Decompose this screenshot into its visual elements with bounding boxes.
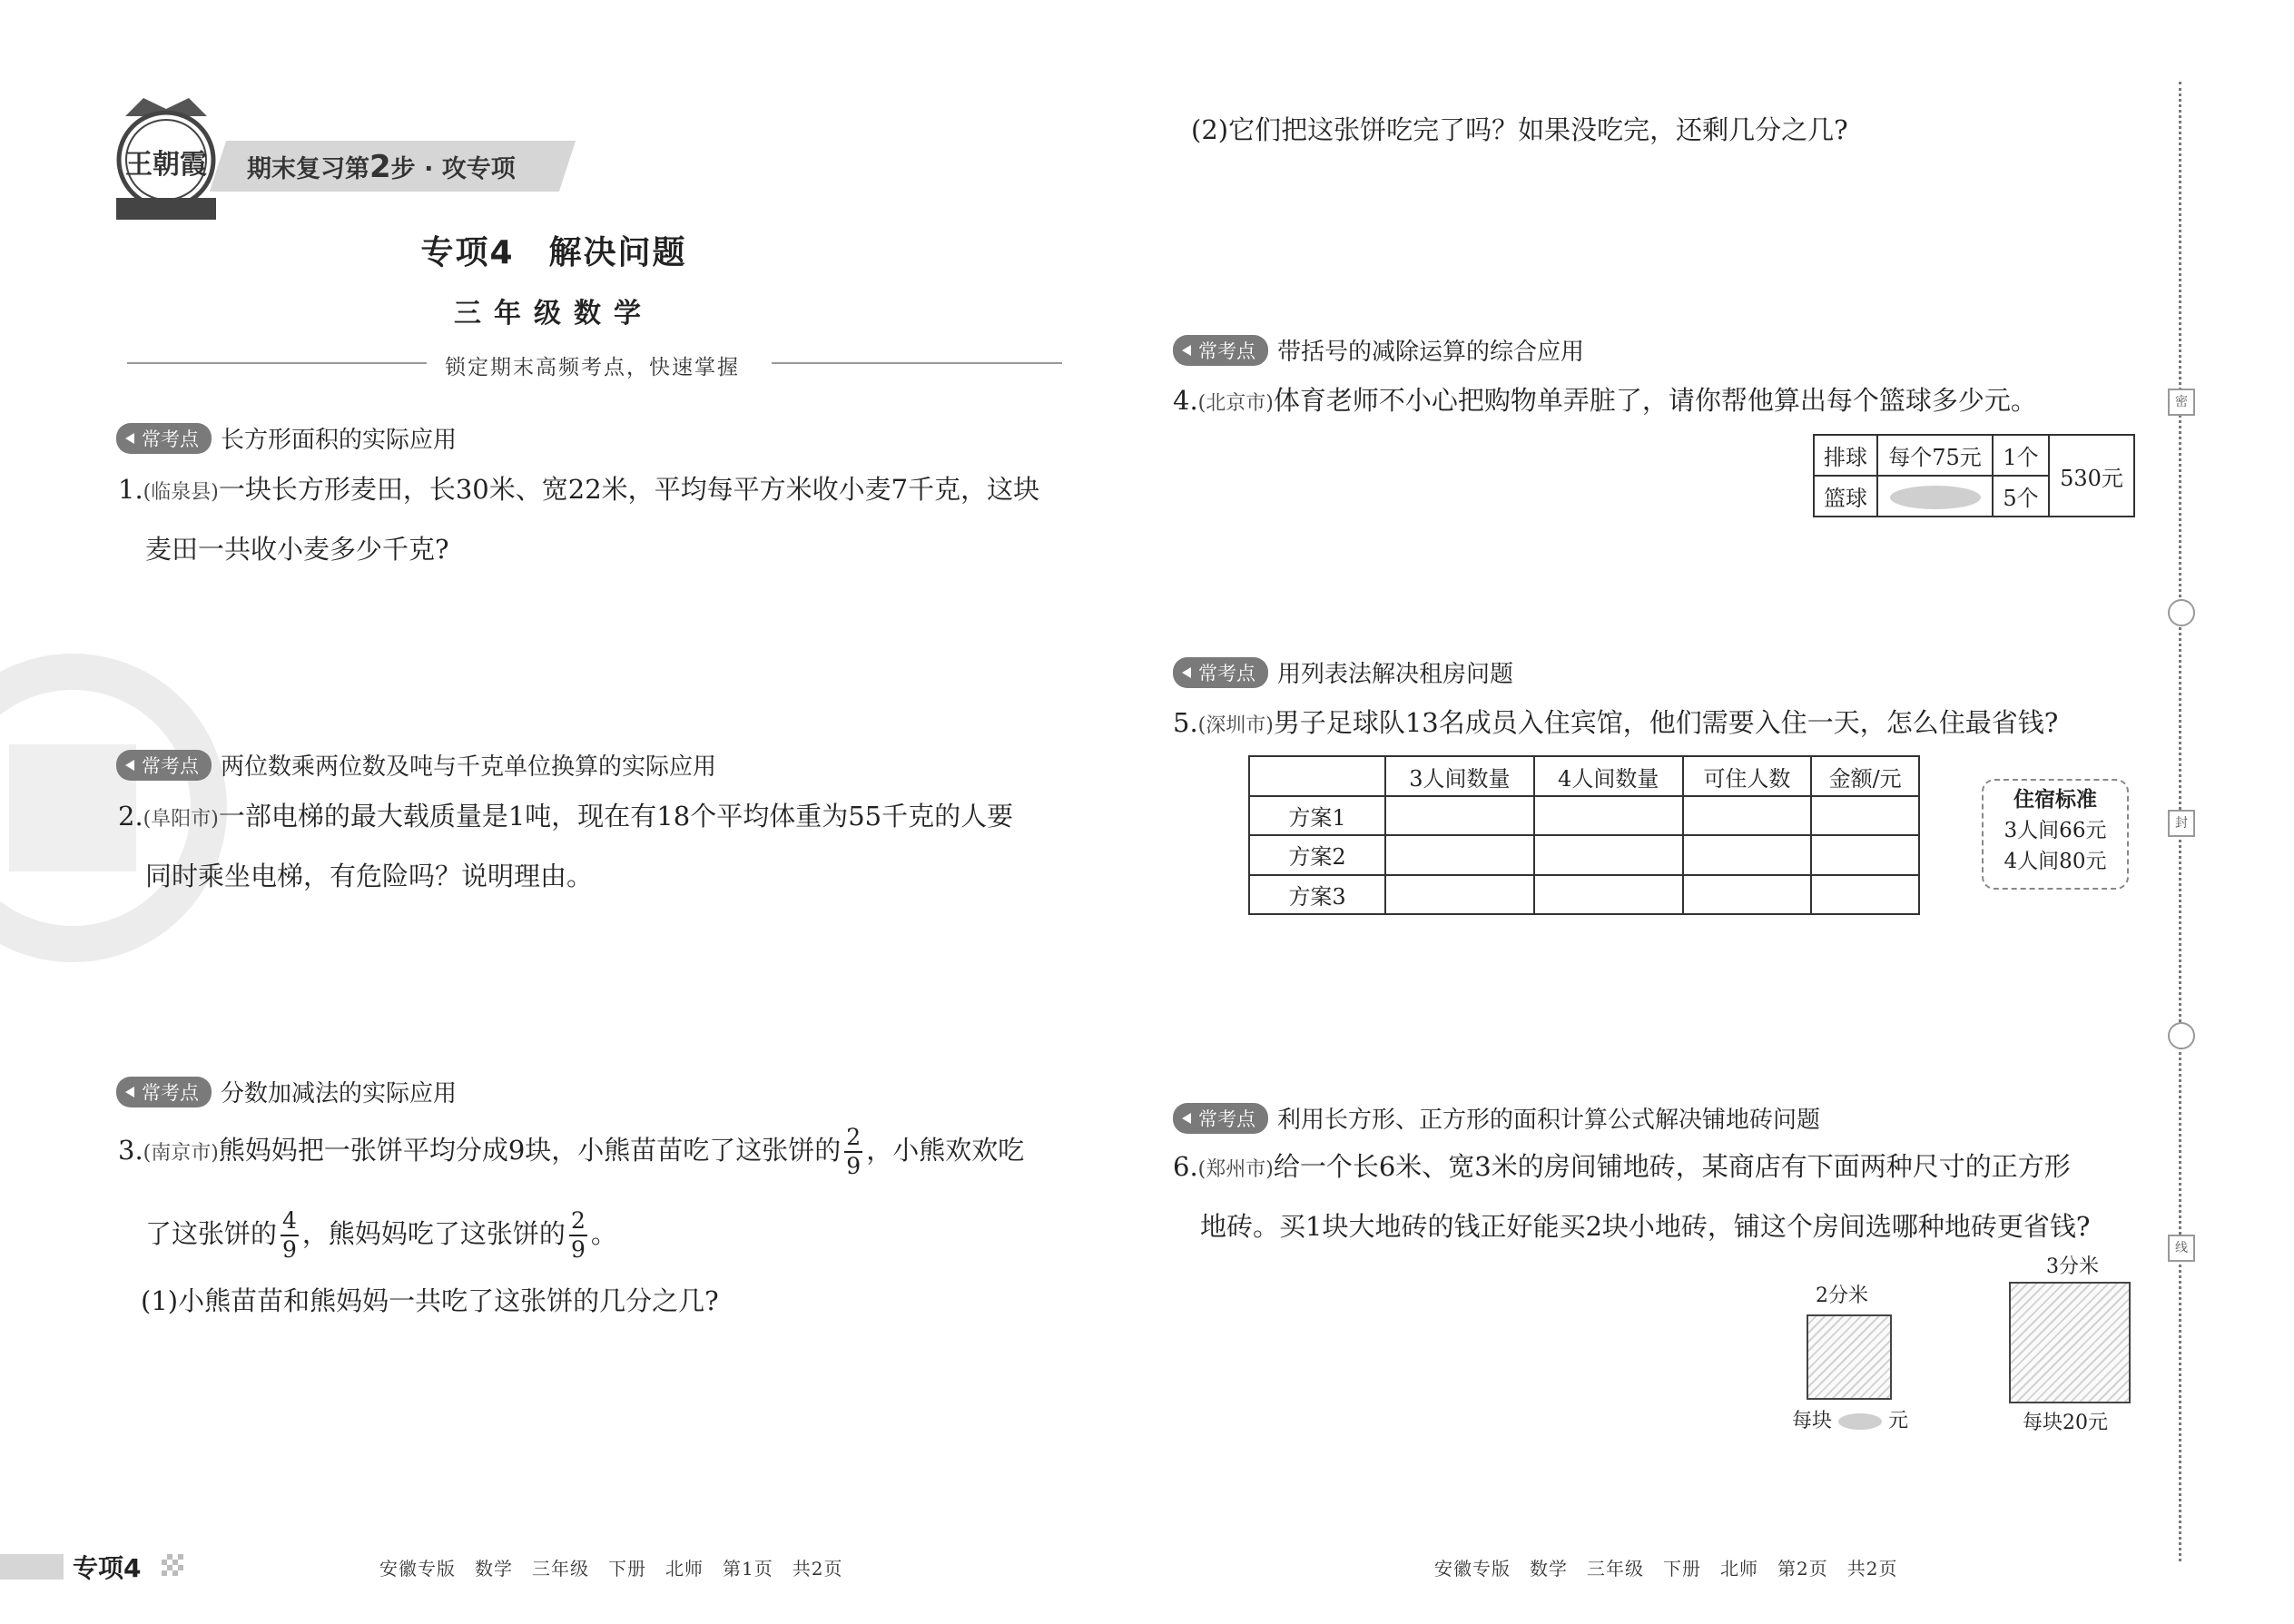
question-text: 地砖。买1块大地砖的钱正好能买2块小地砖，铺这个房间选哪种地砖更省钱?	[1200, 1211, 2091, 1242]
question-number: 4.	[1173, 385, 1198, 416]
answer-cell[interactable]	[1534, 835, 1683, 874]
big-tile-price: 每块20元	[2023, 1412, 2108, 1434]
question-number: 2.	[118, 801, 143, 832]
question-text: ，小熊欢欢吃	[866, 1135, 1025, 1166]
footer-squares-icon	[162, 1554, 183, 1576]
table-row-label: 方案2	[1249, 835, 1385, 874]
binding-mark-feng: 封	[2168, 810, 2195, 837]
question-text: 。	[590, 1218, 617, 1249]
section-header-6	[1173, 1101, 1820, 1135]
question-text: 男子足球队13名成员入住宾馆，他们需要入住一天，怎么住最省钱?	[1273, 707, 2059, 738]
section-header-3	[116, 1075, 457, 1108]
shopping-list-table	[1813, 434, 2135, 517]
table-header: 4人间数量	[1534, 756, 1683, 796]
answer-cell[interactable]	[1683, 796, 1812, 835]
motto: 锁定期末高频考点，快速掌握	[445, 356, 740, 379]
fraction-numerator: 2	[569, 1207, 587, 1236]
motto-divider-right	[772, 362, 1062, 364]
big-tile	[2009, 1282, 2131, 1403]
fraction-denominator: 9	[282, 1236, 297, 1263]
section-header-2	[116, 748, 716, 782]
brand-logo	[107, 89, 225, 225]
section-title: 两位数乘两位数及吨与千克单位换算的实际应用	[221, 753, 717, 781]
question-source: (深圳市)	[1197, 714, 1274, 737]
question-number: 1.	[118, 474, 143, 505]
binding-mark-circle	[2168, 599, 2195, 626]
table-total-cell: 530元	[2049, 435, 2134, 517]
question-source: (南京市)	[143, 1142, 219, 1165]
lodging-standard-box	[1982, 779, 2129, 890]
smudged-price-cell	[1877, 476, 1993, 517]
table-header: 金额/元	[1811, 756, 1919, 796]
table-row-label: 方案3	[1249, 875, 1385, 914]
fraction-numerator: 4	[281, 1207, 299, 1236]
section-title: 长方形面积的实际应用	[221, 427, 458, 454]
small-tile-label: 2分米	[1816, 1284, 1868, 1307]
question-2	[118, 788, 1098, 904]
question-number: 3.	[118, 1135, 143, 1166]
question-source: (临泉县)	[143, 481, 219, 504]
question-source: (北京市)	[1197, 392, 1274, 415]
answer-cell[interactable]	[1811, 796, 1919, 835]
table-cell: 1个	[1993, 435, 2049, 476]
header-banner-text	[247, 149, 516, 185]
answer-cell[interactable]	[1811, 875, 1919, 914]
sub-question-2: (2)它们把这张饼吃完了吗？如果没吃完，还剩几分之几?	[1191, 114, 1848, 145]
tag-badge: 常考点	[116, 750, 212, 781]
smudge-mark	[1838, 1413, 1882, 1430]
section-title: 带括号的减除运算的综合应用	[1277, 339, 1585, 366]
fraction	[281, 1207, 299, 1264]
brand-name: 王朝霞	[125, 149, 207, 181]
question-number: 5.	[1173, 707, 1198, 738]
motto-divider-left	[127, 362, 427, 364]
small-tile-price	[1792, 1405, 1908, 1433]
table-cell: 排球	[1814, 435, 1877, 476]
question-1	[118, 461, 1098, 577]
tag-badge: 常考点	[1173, 1103, 1268, 1134]
standard-line: 4人间80元	[2004, 850, 2107, 873]
question-source: (阜阳市)	[143, 808, 219, 831]
standard-line: 3人间66元	[2004, 819, 2107, 842]
section-title: 用列表法解决租房问题	[1277, 661, 1514, 688]
page-subtitle: 三年级数学	[454, 298, 654, 330]
answer-cell[interactable]	[1683, 835, 1812, 874]
question-text: 同时乘坐电梯，有危险吗？说明理由。	[145, 861, 594, 891]
answer-cell[interactable]	[1385, 796, 1534, 835]
standard-title: 住宿标准	[2013, 788, 2097, 812]
question-3	[118, 1117, 1108, 1334]
fraction	[844, 1124, 862, 1180]
big-tile-label: 3分米	[2046, 1255, 2099, 1278]
answer-cell[interactable]	[1385, 835, 1534, 874]
section-header-4	[1173, 333, 1584, 367]
question-4	[1173, 372, 2171, 432]
footer-page2: 安徽专版 数学 三年级 下册 北师 第2页 共2页	[1434, 1558, 1898, 1580]
section-header-5	[1173, 655, 1513, 689]
sub-question-1: (1)小熊苗苗和熊妈妈一共吃了这张饼的几分之几?	[141, 1285, 719, 1316]
table-row-label: 方案1	[1249, 796, 1385, 835]
binding-mark-mi: 密	[2168, 389, 2195, 416]
question-text: 给一个长6米、宽3米的房间铺地砖，某商店有下面两种尺寸的正方形	[1273, 1151, 2071, 1182]
question-text: 一块长方形麦田，长30米、宽22米，平均每平方米收小麦7千克，这块	[218, 474, 1040, 505]
plan-table	[1248, 755, 1920, 915]
table-cell: 5个	[1993, 476, 2049, 517]
answer-cell[interactable]	[1683, 875, 1812, 914]
footer-left-bar	[0, 1554, 64, 1580]
question-text: 一部电梯的最大载质量是1吨，现在有18个平均体重为55千克的人要	[218, 801, 1014, 832]
banner-prefix: 期末复习第	[247, 155, 369, 183]
question-text: 熊妈妈把一张饼平均分成9块，小熊苗苗吃了这张饼的	[218, 1135, 842, 1166]
answer-cell[interactable]	[1534, 875, 1683, 914]
fraction-denominator: 9	[570, 1236, 586, 1263]
answer-cell[interactable]	[1811, 835, 1919, 874]
answer-cell[interactable]	[1385, 875, 1534, 914]
fraction-denominator: 9	[846, 1153, 861, 1179]
table-cell: 篮球	[1814, 476, 1877, 517]
section-header-1	[116, 421, 457, 455]
banner-suffix: 步 · 攻专项	[390, 155, 516, 183]
binding-mark-xian: 线	[2168, 1235, 2195, 1262]
section-title: 分数加减法的实际应用	[221, 1080, 458, 1107]
answer-cell[interactable]	[1534, 796, 1683, 835]
banner-step: 2	[369, 149, 391, 185]
fraction-numerator: 2	[844, 1124, 862, 1153]
table-header: 可住人数	[1683, 756, 1812, 796]
small-tile	[1807, 1314, 1892, 1400]
tag-badge: 常考点	[1173, 335, 1268, 366]
section-title: 利用长方形、正方形的面积计算公式解决铺地砖问题	[1277, 1107, 1821, 1134]
smudge-mark	[1890, 486, 1981, 509]
question-source: (郑州市)	[1197, 1158, 1274, 1181]
footer-section-label: 专项4	[73, 1553, 142, 1583]
question-number: 6.	[1173, 1151, 1198, 1182]
price-suffix: 元	[1888, 1410, 1909, 1432]
question-5	[1173, 694, 2171, 754]
page-title: 专项4 解决问题	[420, 234, 687, 271]
footer-page1: 安徽专版 数学 三年级 下册 北师 第1页 共2页	[379, 1558, 843, 1580]
question-text: 麦田一共收小麦多少千克?	[145, 534, 449, 565]
question-text: 了这张饼的	[145, 1218, 278, 1249]
tag-badge: 常考点	[116, 423, 212, 454]
table-cell: 每个75元	[1877, 435, 1993, 476]
table-header	[1249, 756, 1385, 796]
tag-badge: 常考点	[1173, 657, 1268, 688]
question-6	[1173, 1138, 2181, 1255]
fraction	[569, 1207, 587, 1264]
table-header: 3人间数量	[1385, 756, 1534, 796]
tag-badge: 常考点	[116, 1077, 212, 1107]
question-text: 体育老师不小心把购物单弄脏了，请你帮他算出每个篮球多少元。	[1273, 385, 2037, 416]
binding-mark-circle	[2168, 1022, 2195, 1049]
price-prefix: 每块	[1792, 1410, 1833, 1432]
question-text: ，熊妈妈吃了这张饼的	[301, 1218, 566, 1249]
